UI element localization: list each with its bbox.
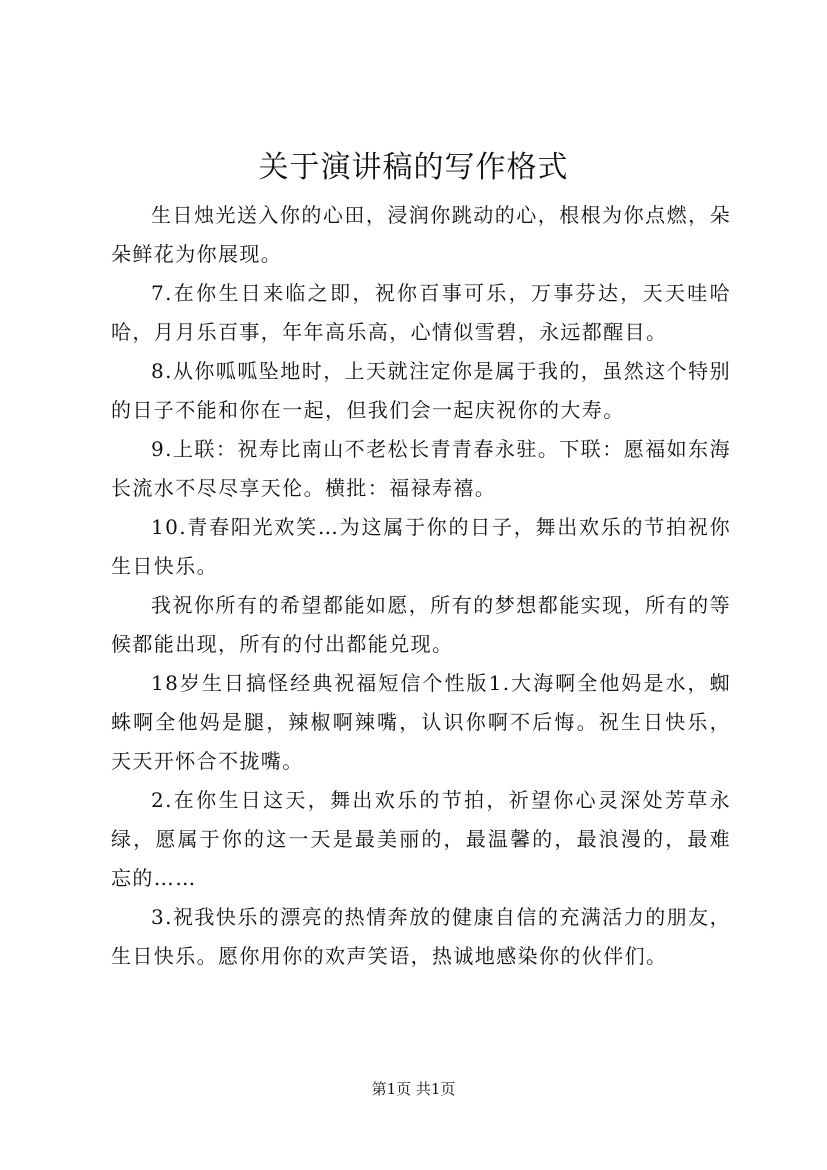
document-title: 关于演讲稿的写作格式	[258, 150, 569, 185]
paragraph-5: 10.青春阳光欢笑…为这属于你的日子，舞出欢乐的节拍祝你生日快乐。	[111, 515, 731, 578]
paragraph-8: 2.在你生日这天，舞出欢乐的节拍，祈望你心灵深处芳草永绿，愿属于你的这一天是最美丽的，最温馨的，最浪漫的，最难忘的……	[111, 788, 731, 890]
page-number-footer: 第1页 共1页	[371, 1080, 456, 1098]
paragraph-7: 18岁生日搞怪经典祝福短信个性版1.大海啊全他妈是水，蜘蛛啊全他妈是腿，辣椒啊辣嘴，认识你啊不后悔。祝生日快乐，天天开怀合不拢嘴。	[111, 671, 731, 773]
paragraph-2: 7.在你生日来临之即，祝你百事可乐，万事芬达，天天哇哈哈，月月乐百事，年年高乐高，心情似雪碧，永远都醒目。	[111, 281, 731, 344]
paragraph-6: 我祝你所有的希望都能如愿，所有的梦想都能实现，所有的等候都能出现，所有的付出都能兑现。	[111, 593, 731, 656]
document-body	[111, 196, 731, 976]
paragraph-4: 9.上联：祝寿比南山不老松长青青春永驻。下联：愿福如东海长流水不尽尽享天伦。横批：福禄寿禧。	[111, 437, 731, 500]
paragraph-1: 生日烛光送入你的心田，浸润你跳动的心，根根为你点燃，朵朵鲜花为你展现。	[111, 203, 731, 266]
paragraph-9: 3.祝我快乐的漂亮的热情奔放的健康自信的充满活力的朋友，生日快乐。愿你用你的欢声笑语，热诚地感染你的伙伴们。	[111, 905, 731, 968]
paragraph-3: 8.从你呱呱坠地时，上天就注定你是属于我的，虽然这个特别的日子不能和你在一起，但我们会一起庆祝你的大寿。	[111, 359, 731, 422]
